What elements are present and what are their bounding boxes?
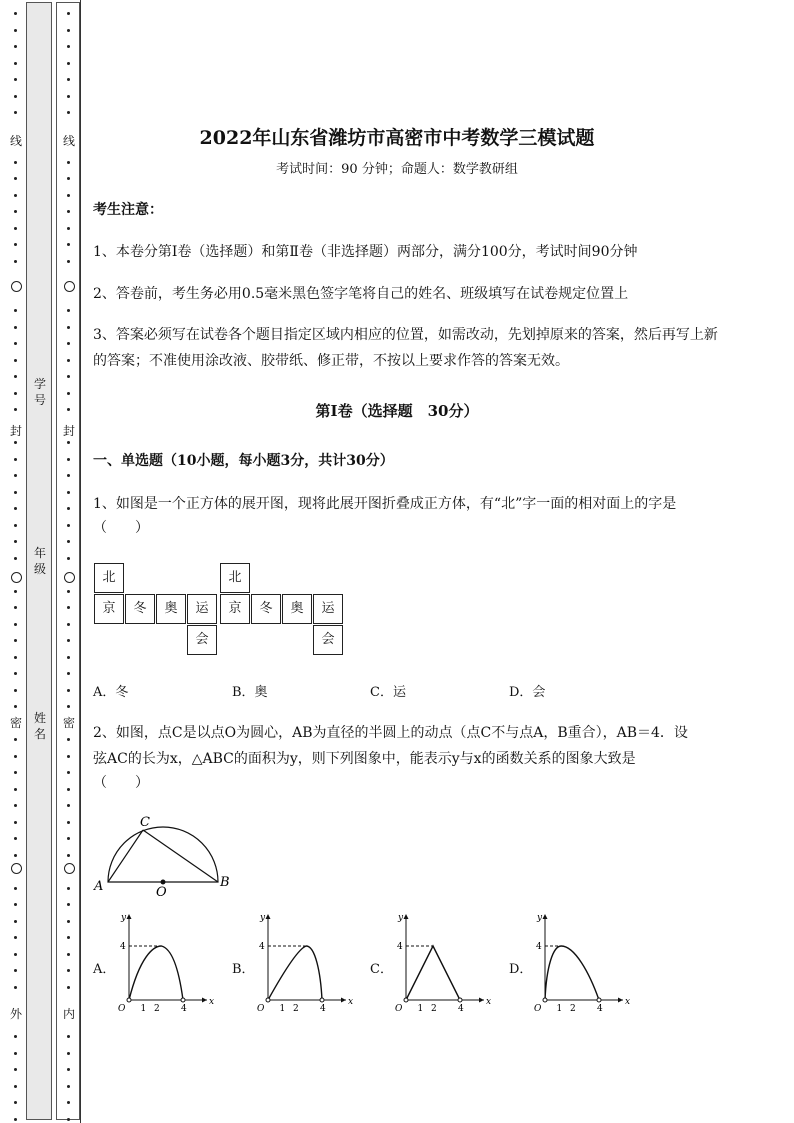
- binding-dot: [14, 656, 17, 659]
- binding-dot: [67, 738, 70, 741]
- binding-dot: [67, 29, 70, 32]
- q2-paren: （ ）: [93, 775, 149, 791]
- binding-dot: [67, 1068, 70, 1071]
- q2-option-b-graph[interactable]: [252, 908, 362, 1018]
- binding-dot: [67, 375, 70, 378]
- page-title: 2022年山东省潍坊市高密市中考数学三模试题: [199, 127, 595, 149]
- label-o: O: [156, 885, 167, 900]
- binding-dot: [14, 969, 17, 972]
- svg-text:x: x: [209, 997, 215, 1007]
- binding-dot: [14, 243, 17, 246]
- binding-dot: [67, 45, 70, 48]
- binding-dot: [14, 837, 17, 840]
- svg-text:1: 1: [556, 1004, 563, 1014]
- binding-dot: [67, 177, 70, 180]
- binding-circle: [64, 281, 75, 292]
- binding-dot: [14, 441, 17, 444]
- binding-dot: [67, 78, 70, 81]
- svg-text:2: 2: [293, 1004, 299, 1014]
- binding-dot: [67, 342, 70, 345]
- binding-dot: [67, 441, 70, 444]
- svg-text:y: y: [398, 913, 404, 923]
- binding-dot: [67, 210, 70, 213]
- binding-dot: [67, 1052, 70, 1055]
- net-cell: 会: [313, 625, 343, 655]
- binding-dot: [14, 986, 17, 989]
- binding-dot: [14, 639, 17, 642]
- binding-dot: [67, 639, 70, 642]
- binding-dot: [14, 45, 17, 48]
- binding-mark-xian-inner: 线: [62, 134, 75, 148]
- binding-dot: [14, 359, 17, 362]
- binding-dot: [67, 969, 70, 972]
- notice-heading: 考生注意：: [93, 202, 163, 218]
- q2-semicircle-figure: [90, 810, 240, 900]
- binding-dot: [14, 78, 17, 81]
- binding-dot: [14, 953, 17, 956]
- q1-option-a[interactable]: A．冬: [93, 685, 129, 700]
- binding-dot: [14, 227, 17, 230]
- binding-dot: [67, 12, 70, 15]
- binding-dot: [67, 590, 70, 593]
- binding-dot: [14, 95, 17, 98]
- binding-dot: [14, 755, 17, 758]
- binding-dot: [67, 903, 70, 906]
- svg-text:4: 4: [397, 942, 403, 952]
- binding-dot: [14, 738, 17, 741]
- svg-text:4: 4: [320, 1004, 326, 1014]
- binding-dot: [14, 524, 17, 527]
- net-cell: 冬: [251, 594, 281, 624]
- binding-dot: [67, 474, 70, 477]
- binding-dot: [14, 1068, 17, 1071]
- binding-dot: [67, 392, 70, 395]
- binding-dot: [67, 359, 70, 362]
- binding-circle: [64, 863, 75, 874]
- binding-dot: [67, 986, 70, 989]
- svg-text:4: 4: [597, 1004, 603, 1014]
- svg-text:O: O: [534, 1004, 542, 1014]
- q2-option-d-label[interactable]: D．: [509, 962, 533, 977]
- binding-mark-wai: 外: [9, 1007, 22, 1021]
- binding-dot: [14, 342, 17, 345]
- name-field: 姓名: [33, 711, 46, 741]
- binding-dot: [67, 243, 70, 246]
- binding-dot: [14, 210, 17, 213]
- notice-3-cont: 的答案；不准使用涂改液、胶带纸、修正带，不按以上要求作答的答案无效。: [93, 353, 569, 369]
- svg-text:1: 1: [417, 1004, 424, 1014]
- binding-dot: [14, 672, 17, 675]
- label-b: B: [220, 875, 230, 890]
- binding-mark-mi-inner: 密: [62, 716, 75, 730]
- binding-dot: [14, 920, 17, 923]
- binding-dot: [14, 392, 17, 395]
- q1-option-d[interactable]: D．会: [509, 685, 546, 700]
- svg-text:4: 4: [458, 1004, 464, 1014]
- svg-text:4: 4: [181, 1004, 187, 1014]
- binding-dot: [67, 804, 70, 807]
- net-cell: 冬: [125, 594, 155, 624]
- binding-dot: [67, 623, 70, 626]
- binding-dot: [67, 62, 70, 65]
- net-cell: 奥: [156, 594, 186, 624]
- notice-2: 2、答卷前，考生务必用0.5毫米黑色签字笔将自己的姓名、班级填写在试卷规定位置上: [93, 286, 629, 302]
- svg-text:x: x: [625, 997, 631, 1007]
- net-cell: 北: [94, 563, 124, 593]
- svg-text:4: 4: [259, 942, 265, 952]
- binding-dot: [14, 507, 17, 510]
- binding-dot: [67, 111, 70, 114]
- q2-option-c-graph[interactable]: [390, 908, 500, 1018]
- binding-dot: [14, 29, 17, 32]
- net-cell: 京: [220, 594, 250, 624]
- q1-option-b[interactable]: B．奥: [232, 685, 268, 700]
- binding-mark-mi: 密: [9, 716, 22, 730]
- binding-dot: [67, 326, 70, 329]
- binding-dot: [14, 1085, 17, 1088]
- svg-text:O: O: [395, 1004, 403, 1014]
- exam-info: 考试时间：90 分钟；命题人：数学教研组: [276, 162, 518, 177]
- svg-text:O: O: [118, 1004, 126, 1014]
- binding-dot: [14, 309, 17, 312]
- binding-dot: [14, 705, 17, 708]
- grade-field: 年级: [33, 546, 46, 576]
- binding-dot: [67, 309, 70, 312]
- net-cell: 奥: [282, 594, 312, 624]
- section-title: 第Ⅰ卷（选择题 30分）: [315, 402, 479, 420]
- student-id-field: 学号: [33, 377, 46, 407]
- binding-dot: [14, 557, 17, 560]
- binding-dot: [67, 491, 70, 494]
- binding-dot: [67, 227, 70, 230]
- binding-dot: [67, 524, 70, 527]
- svg-text:x: x: [486, 997, 492, 1007]
- binding-dot: [67, 95, 70, 98]
- binding-dot: [67, 672, 70, 675]
- binding-circle: [11, 572, 22, 583]
- binding-dot: [14, 804, 17, 807]
- binding-dot: [14, 903, 17, 906]
- binding-dot: [67, 260, 70, 263]
- q1-stem: 1、如图是一个正方体的展开图，现将此展开图折叠成正方体，有“北”字一面的相对面上的字是: [93, 496, 677, 512]
- binding-dot: [67, 606, 70, 609]
- q2-option-b-label[interactable]: B．: [232, 962, 255, 977]
- svg-text:1: 1: [279, 1004, 286, 1014]
- notice-3: 3、答案必须写在试卷各个题目指定区域内相应的位置，如需改动，先划掉原来的答案，然后再写上新: [93, 327, 718, 343]
- binding-dot: [14, 12, 17, 15]
- binding-dot: [67, 705, 70, 708]
- binding-dot: [14, 177, 17, 180]
- binding-mark-nei: 内: [62, 1007, 75, 1021]
- binding-dot: [67, 788, 70, 791]
- binding-dot: [14, 260, 17, 263]
- binding-dot: [67, 507, 70, 510]
- label-c: C: [140, 815, 150, 830]
- binding-dot: [67, 837, 70, 840]
- binding-circle: [64, 572, 75, 583]
- binding-dot: [14, 540, 17, 543]
- binding-dot: [14, 474, 17, 477]
- svg-text:y: y: [260, 913, 266, 923]
- label-a: A: [94, 879, 104, 894]
- binding-dot: [14, 771, 17, 774]
- binding-circle: [11, 863, 22, 874]
- svg-text:y: y: [121, 913, 127, 923]
- binding-dot: [67, 1118, 70, 1121]
- svg-text:2: 2: [154, 1004, 160, 1014]
- q2-option-a-graph[interactable]: [113, 908, 223, 1018]
- binding-dot: [14, 491, 17, 494]
- net-cell: 会: [187, 625, 217, 655]
- binding-dot: [14, 590, 17, 593]
- binding-dot: [67, 557, 70, 560]
- q2-stem: 2、如图，点C是以点O为圆心，AB为直径的半圆上的动点（点C不与点A，B重合），AB＝4．设: [93, 725, 688, 741]
- net-cell: 北: [220, 563, 250, 593]
- net-cell: 运: [313, 594, 343, 624]
- svg-text:4: 4: [120, 942, 126, 952]
- binding-dot: [67, 1035, 70, 1038]
- binding-dot: [14, 1101, 17, 1104]
- q2-option-a-label[interactable]: A．: [93, 962, 116, 977]
- binding-dot: [14, 788, 17, 791]
- notice-1: 1、本卷分第Ⅰ卷（选择题）和第Ⅱ卷（非选择题）两部分，满分100分，考试时间90分钟: [93, 244, 638, 260]
- net-cell: 运: [187, 594, 217, 624]
- svg-text:x: x: [348, 997, 354, 1007]
- binding-dot: [67, 771, 70, 774]
- binding-dot: [14, 623, 17, 626]
- binding-dot: [67, 821, 70, 824]
- svg-text:2: 2: [570, 1004, 576, 1014]
- binding-dot: [67, 887, 70, 890]
- binding-dot: [67, 1101, 70, 1104]
- svg-text:1: 1: [140, 1004, 147, 1014]
- binding-dot: [14, 887, 17, 890]
- binding-dot: [14, 375, 17, 378]
- binding-dot: [14, 111, 17, 114]
- binding-dot: [67, 854, 70, 857]
- binding-dot: [14, 854, 17, 857]
- binding-dot: [67, 540, 70, 543]
- binding-dot: [67, 936, 70, 939]
- binding-dot: [67, 1085, 70, 1088]
- binding-dot: [14, 1052, 17, 1055]
- binding-dot: [14, 1118, 17, 1121]
- part-title: 一、单选题（10小题，每小题3分，共计30分）: [93, 453, 394, 469]
- binding-mark-feng: 封: [9, 424, 22, 438]
- svg-text:O: O: [257, 1004, 265, 1014]
- binding-dot: [14, 1035, 17, 1038]
- binding-dot: [67, 194, 70, 197]
- binding-circle: [11, 281, 22, 292]
- binding-dot: [67, 755, 70, 758]
- svg-text:y: y: [537, 913, 543, 923]
- binding-dot: [67, 953, 70, 956]
- binding-mark-feng-inner: 封: [62, 424, 75, 438]
- binding-dot: [14, 689, 17, 692]
- q1-option-c[interactable]: C．运: [370, 685, 406, 700]
- q2-option-c-label[interactable]: C．: [370, 962, 393, 977]
- q1-paren: （ ）: [93, 520, 149, 536]
- q2-stem-2: 弦AC的长为x，△ABC的面积为y，则下列图象中，能表示y与x的函数关系的图象大致是: [93, 751, 636, 767]
- binding-dot: [67, 689, 70, 692]
- binding-dot: [14, 326, 17, 329]
- binding-dot: [67, 656, 70, 659]
- binding-dot: [67, 458, 70, 461]
- binding-dot: [67, 920, 70, 923]
- svg-text:4: 4: [536, 942, 542, 952]
- svg-text:2: 2: [431, 1004, 437, 1014]
- binding-dot: [14, 62, 17, 65]
- binding-dot: [14, 458, 17, 461]
- binding-dot: [14, 821, 17, 824]
- q2-option-d-graph[interactable]: [529, 908, 639, 1018]
- binding-dot: [14, 936, 17, 939]
- binding-dot: [14, 606, 17, 609]
- binding-dot: [14, 194, 17, 197]
- binding-mark-xian: 线: [9, 134, 22, 148]
- net-cell: 京: [94, 594, 124, 624]
